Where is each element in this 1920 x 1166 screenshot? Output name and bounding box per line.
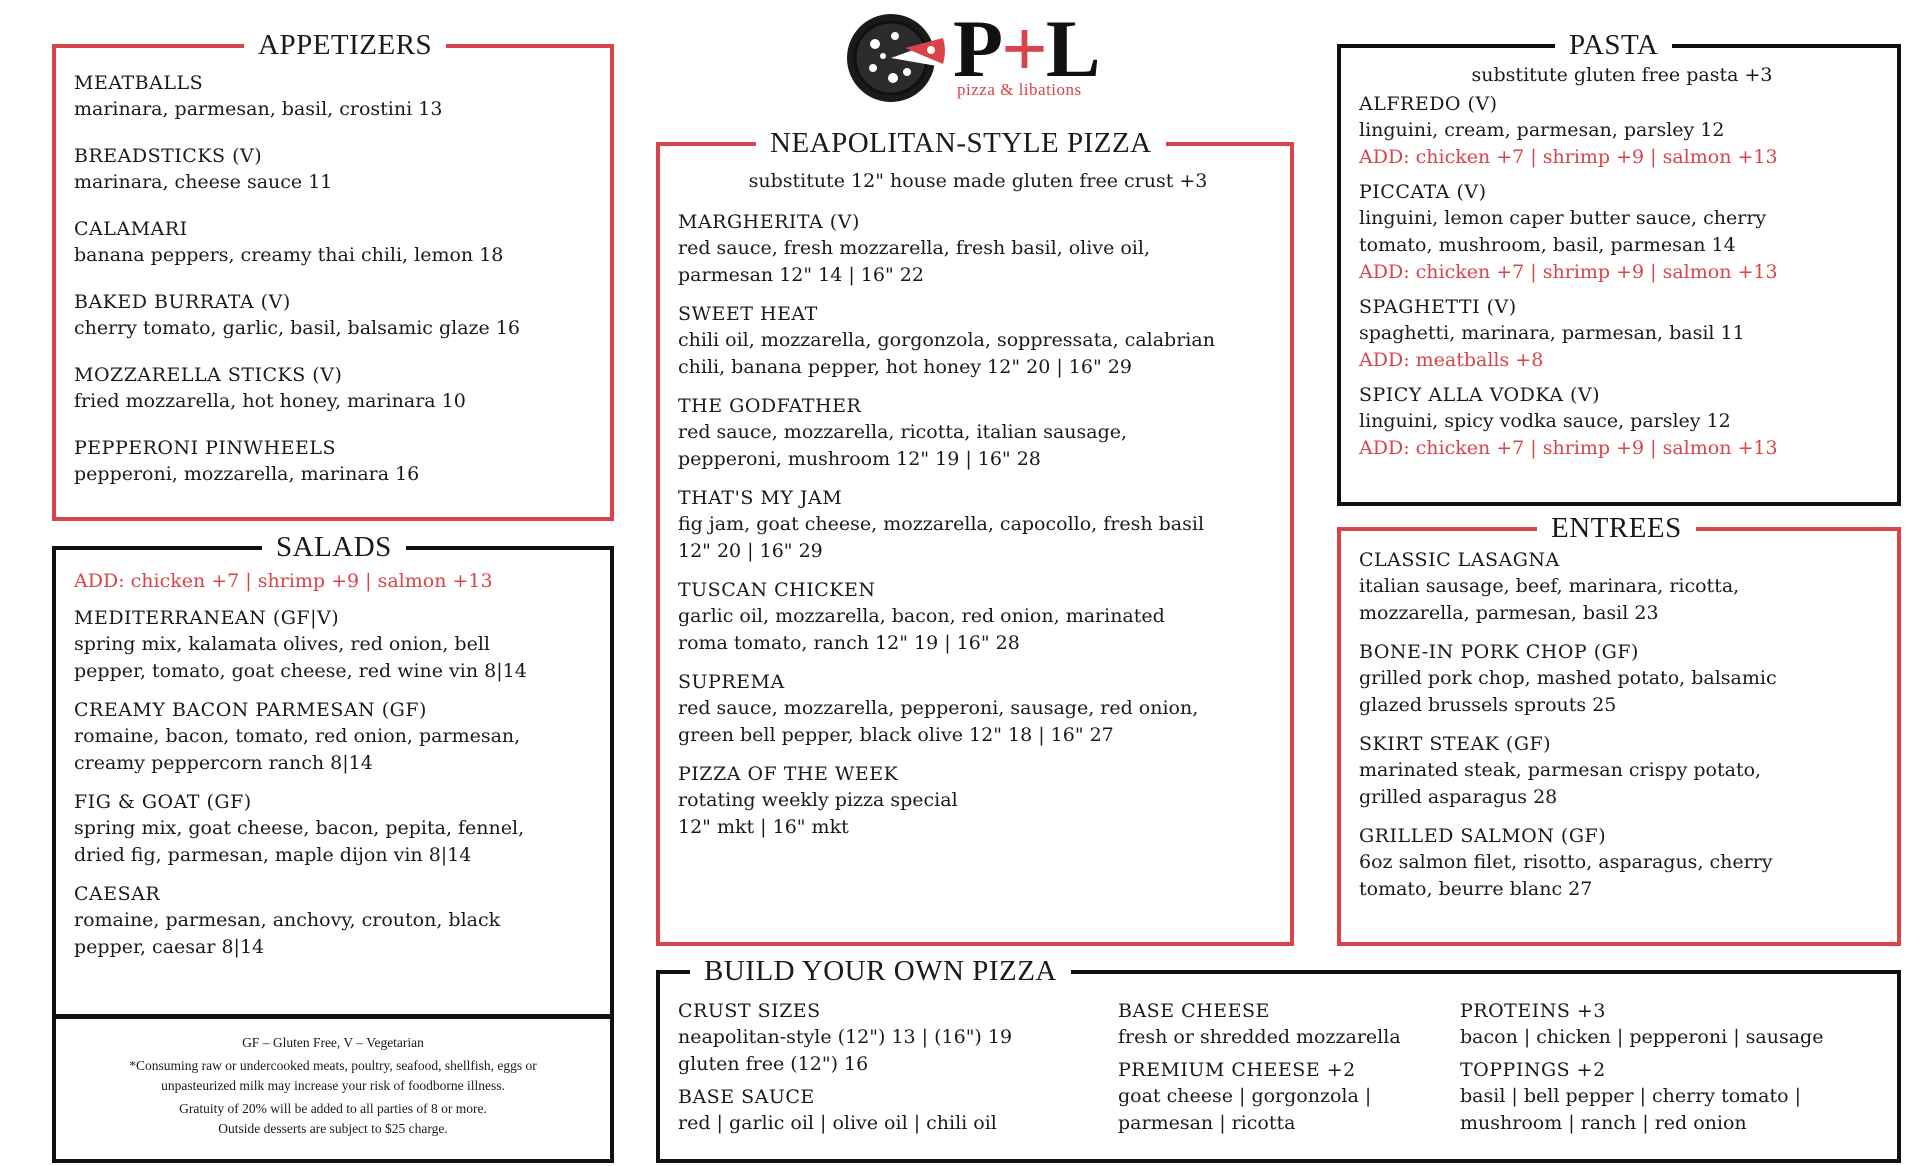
footnotes-box	[52, 1015, 614, 1163]
menu-item: SWEET HEAT chili oil, mozzarella, gorgonzola, soppressata, calabrian chili, banana pepper, hot honey 12" 20 | 16" 29	[678, 303, 1215, 378]
premium-title: PREMIUM CHEESE +2	[1118, 1059, 1356, 1081]
desserts-note: Outside desserts are subject to $25 charge.	[218, 1121, 448, 1136]
menu-item: MEATBALLS marinara, parmesan, basil, crostini 13	[74, 72, 443, 120]
brand-wordmark: P+L	[953, 3, 1099, 94]
menu-item: PICCATA (V) linguini, lemon caper butter sauce, cherry tomato, mushroom, basil, parmesan 14 ADD: chicken +7 | shrimp +9 | salmon +13	[1359, 181, 1778, 283]
menu-item: THE GODFATHER red sauce, mozzarella, ricotta, italian sausage, pepperoni, mushroom 12" 19 | 16" 28	[678, 395, 1128, 470]
pizza-note: substitute 12" house made gluten free crust +3	[748, 170, 1208, 192]
menu-item: MARGHERITA (V) red sauce, fresh mozzarella, fresh basil, olive oil, parmesan 12" 14 | 16" 22	[678, 211, 1150, 286]
menu-item: SPICY ALLA VODKA (V) linguini, spicy vodka sauce, parsley 12 ADD: chicken +7 | shrimp +9 | salmon +13	[1359, 384, 1778, 459]
entrees-title: ENTREES	[1537, 511, 1696, 545]
menu-item: BREADSTICKS (V) marinara, cheese sauce 11	[74, 145, 333, 193]
pasta-title: PASTA	[1555, 28, 1672, 62]
warning-line-2: unpasteurized milk may increase your risk of foodborne illness.	[161, 1078, 505, 1093]
salads-section	[52, 531, 614, 1018]
menu-item: SKIRT STEAK (GF) marinated steak, parmesan crispy potato, grilled asparagus 28	[1359, 733, 1762, 808]
menu-item: CREAMY BACON PARMESAN (GF) romaine, bacon, tomato, red onion, parmesan, creamy peppercorn ranch 8|14	[74, 699, 521, 774]
pizza-section	[656, 127, 1294, 946]
menu-item: THAT'S MY JAM fig jam, goat cheese, mozzarella, capocollo, fresh basil 12" 20 | 16" 29	[678, 487, 1205, 562]
menu-item: MEDITERRANEAN (GF|V) spring mix, kalamata olives, red onion, bell pepper, tomato, goat cheese, red wine vin 8|14	[74, 607, 527, 682]
salads-addon: ADD: chicken +7 | shrimp +9 | salmon +13	[74, 570, 493, 592]
menu-item: TUSCAN CHICKEN garlic oil, mozzarella, bacon, red onion, marinated roma tomato, ranch 12" 19 | 16" 28	[678, 579, 1165, 654]
pizza-title: NEAPOLITAN-STYLE PIZZA	[756, 126, 1166, 160]
menu-item: FIG & GOAT (GF) spring mix, goat cheese, bacon, pepita, fennel, dried fig, parmesan, maple dijon vin 8|14	[74, 791, 525, 866]
appetizers-section	[52, 29, 614, 521]
menu-item: SUPREMA red sauce, mozzarella, pepperoni, sausage, red onion, green bell pepper, black olive 12" 18 | 16" 27	[678, 671, 1199, 746]
byo-section	[656, 955, 1901, 1163]
pasta-note: substitute gluten free pasta +3	[1471, 64, 1773, 86]
pizza-icon	[845, 8, 945, 106]
crust-title: CRUST SIZES	[678, 1000, 821, 1022]
byo-column-cheese: BASE CHEESE fresh or shredded mozzarella PREMIUM CHEESE +2 goat cheese | gorgonzola | parmesan | ricotta	[1118, 1000, 1401, 1134]
salads-title: SALADS	[262, 530, 406, 564]
menu-item: BAKED BURRATA (V) cherry tomato, garlic, basil, balsamic glaze 16	[74, 291, 521, 339]
warning-line-1: *Consuming raw or undercooked meats, poultry, seafood, shellfish, eggs or	[129, 1058, 537, 1073]
menu-item: PEPPERONI PINWHEELS pepperoni, mozzarella, marinara 16	[74, 437, 420, 485]
brand-logo	[845, 3, 1115, 106]
byo-title: BUILD YOUR OWN PIZZA	[690, 954, 1071, 988]
entrees-section	[1337, 512, 1901, 946]
sauce-title: BASE SAUCE	[678, 1086, 815, 1108]
menu-item: CALAMARI banana peppers, creamy thai chili, lemon 18	[74, 218, 504, 266]
byo-column-crust: CRUST SIZES neapolitan-style (12") 13 | (16") 19 gluten free (12") 16 BASE SAUCE red | garlic oil | olive oil | chili oil	[678, 1000, 1013, 1134]
menu-item: BONE-IN PORK CHOP (GF) grilled pork chop, mashed potato, balsamic glazed brussels sprouts 25	[1359, 641, 1777, 716]
appetizers-title: APPETIZERS	[244, 28, 446, 62]
proteins-title: PROTEINS +3	[1460, 1000, 1606, 1022]
byo-column-toppings: PROTEINS +3 bacon | chicken | pepperoni | sausage TOPPINGS +2 basil | bell pepper | cherry tomato | mushroom | ranch | red onion	[1460, 1000, 1824, 1134]
menu-item: SPAGHETTI (V) spaghetti, marinara, parmesan, basil 11 ADD: meatballs +8	[1359, 296, 1745, 371]
menu-item: CLASSIC LASAGNA italian sausage, beef, marinara, ricotta, mozzarella, parmesan, basil 23	[1359, 549, 1740, 624]
menu-item: PIZZA OF THE WEEK rotating weekly pizza special 12" mkt | 16" mkt	[678, 763, 958, 838]
gratuity-note: Gratuity of 20% will be added to all parties of 8 or more.	[179, 1101, 487, 1116]
brand-tagline: pizza & libations	[957, 80, 1082, 99]
menu-item: CAESAR romaine, parmesan, anchovy, crouton, black pepper, caesar 8|14	[74, 883, 501, 958]
diet-legend: GF – Gluten Free, V – Vegetarian	[242, 1035, 424, 1050]
cheese-title: BASE CHEESE	[1118, 1000, 1270, 1022]
menu-item: MOZZARELLA STICKS (V) fried mozzarella, hot honey, marinara 10	[74, 364, 466, 412]
menu-item: ALFREDO (V) linguini, cream, parmesan, parsley 12 ADD: chicken +7 | shrimp +9 | salmon +13	[1359, 93, 1778, 168]
menu-item: GRILLED SALMON (GF) 6oz salmon filet, risotto, asparagus, cherry tomato, beurre blanc 27	[1359, 825, 1773, 900]
toppings-title: TOPPINGS +2	[1460, 1059, 1606, 1081]
pasta-section	[1337, 29, 1901, 506]
